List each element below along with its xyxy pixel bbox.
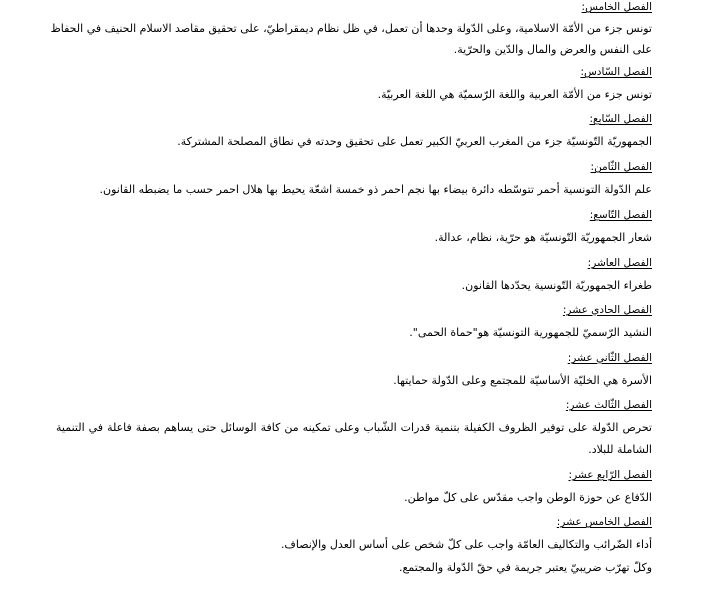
article-12-text: الأسرة هي الخليّة الأساسيّة للمجتمع وعلى الدّولة حمايتها. xyxy=(393,374,652,387)
article-14-text: الدّفاع عن حوزة الوطن واجب مقدّس على كلّ مواطن. xyxy=(404,491,652,504)
article-12-heading: الفصل الثّاني عشر: xyxy=(567,352,652,364)
article-10-heading: الفصل العاشر: xyxy=(587,257,652,269)
article-15-heading: الفصل الخامس عشر: xyxy=(556,516,652,528)
article-15-text-line-1: أداء الضّرائب والتكاليف العامّة واجب على كلّ شخص على أساس العدل والإنصاف. xyxy=(280,538,652,551)
article-14-heading: الفصل الرّابع عشر: xyxy=(568,469,652,481)
article-7-text: الجمهوريّة التّونسيّة جزء من المغرب العربيّ الكبير تعمل على تحقيق وحدته في نطاق المصلحة المشتركة. xyxy=(177,135,652,148)
article-5-text-line-2: على النفس والعرض والمال والدّين والحرّية. xyxy=(453,43,652,56)
article-13-heading: الفصل الثّالث عشر: xyxy=(565,399,652,411)
article-11-heading: الفصل الحادي عشر: xyxy=(562,304,652,316)
article-9-text: شعار الجمهوريّة التّونسيّة هو حرّية، نظام، عدالة. xyxy=(434,231,652,244)
article-6-heading: الفصل السّادس: xyxy=(580,66,652,78)
article-8-heading: الفصل الثّامن: xyxy=(590,161,652,173)
article-10-text: طغراء الجمهوريّة التّونسية يحدّدها القانون. xyxy=(461,279,652,292)
article-13-text-line-2: الشاملة للبلاد. xyxy=(588,443,652,456)
article-5-heading: الفصل الخامس: xyxy=(581,1,652,13)
article-11-text: النشيد الرّسميّ للجمهورية التونسيّة هو"حماة الحمى". xyxy=(409,326,652,339)
article-5-text-line-1: تونس جزء من الأمّة الاسلامية، وعلى الدّولة وحدها أن تعمل، في ظل نظام ديمقراطيّ، على تحقيق مقاصد الاسلام الحنيف في الحفاظ xyxy=(50,22,652,35)
article-9-heading: الفصل التّاسع: xyxy=(589,209,652,221)
article-8-text: علم الدّولة التونسية أحمر تتوسّطه دائرة بيضاء بها نجم احمر ذو خمسة اشعّة يحيط بها هلال احمر حسب ما يضبطه القانون. xyxy=(99,183,652,196)
article-15-text-line-2: وكلّ تهرّب ضريبيّ يعتبر جريمة في حقّ الدّولة والمجتمع. xyxy=(399,561,652,574)
article-13-text-line-1: تحرص الدّولة على توفير الظروف الكفيلة بتنمية قدرات الشّباب وعلى تمكينه من كافة الوسائل حتى يساهم بصفة فاعلة في التنمية xyxy=(56,421,652,434)
article-7-heading: الفصل السّابع: xyxy=(589,113,652,125)
article-6-text: تونس جزء من الأمّة العربية واللغة الرّسميّة هي اللغة العربيّة. xyxy=(377,88,652,101)
